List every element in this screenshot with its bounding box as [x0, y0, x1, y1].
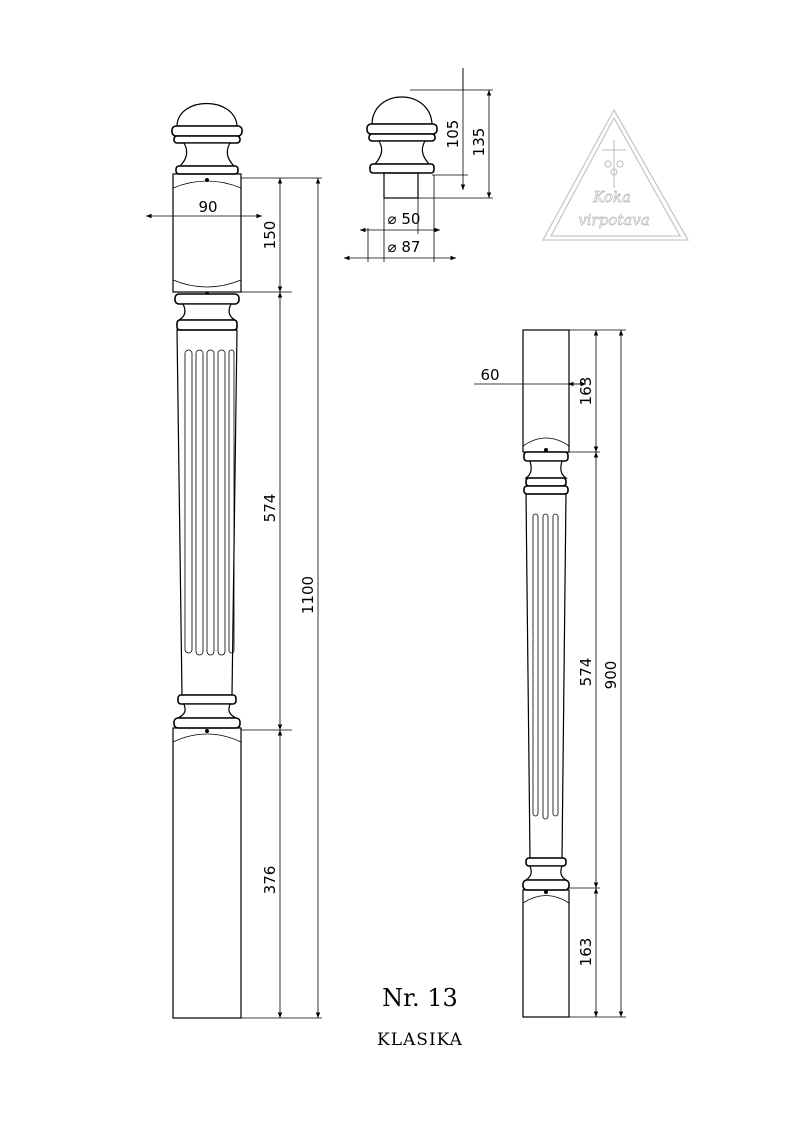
- cap-diameter-label: ⌀ 87: [387, 238, 421, 256]
- newel-shaft-label: 574: [261, 493, 279, 523]
- cap-total-height-label: 135: [470, 127, 488, 157]
- newel-width-label: 90: [198, 198, 218, 216]
- logo: [543, 110, 688, 240]
- baluster: [523, 330, 569, 1017]
- baluster-bottom-label: 163: [577, 937, 595, 967]
- tenon-diameter-label: ⌀ 50: [387, 210, 421, 228]
- baluster-dimensions: [474, 330, 626, 1017]
- newel-total-label: 1100: [299, 575, 317, 615]
- cap-height-label: 105: [444, 119, 462, 149]
- drawing-title: Nr. 13: [382, 984, 458, 1012]
- baluster-top-label: 163: [577, 376, 595, 406]
- baluster-width-label: 60: [480, 366, 500, 384]
- logo-line-2: virpotava: [578, 211, 650, 229]
- drawing-subtitle: KLASIKA: [377, 1030, 463, 1050]
- cap-detail: [367, 97, 437, 198]
- baluster-shaft-label: 574: [577, 657, 595, 687]
- newel-post: [172, 104, 242, 1019]
- logo-line-1: Koka: [593, 188, 631, 206]
- newel-head-label: 150: [261, 220, 279, 250]
- newel-base-label: 376: [261, 865, 279, 895]
- baluster-total-label: 900: [602, 660, 620, 690]
- cross-icon: [602, 140, 626, 188]
